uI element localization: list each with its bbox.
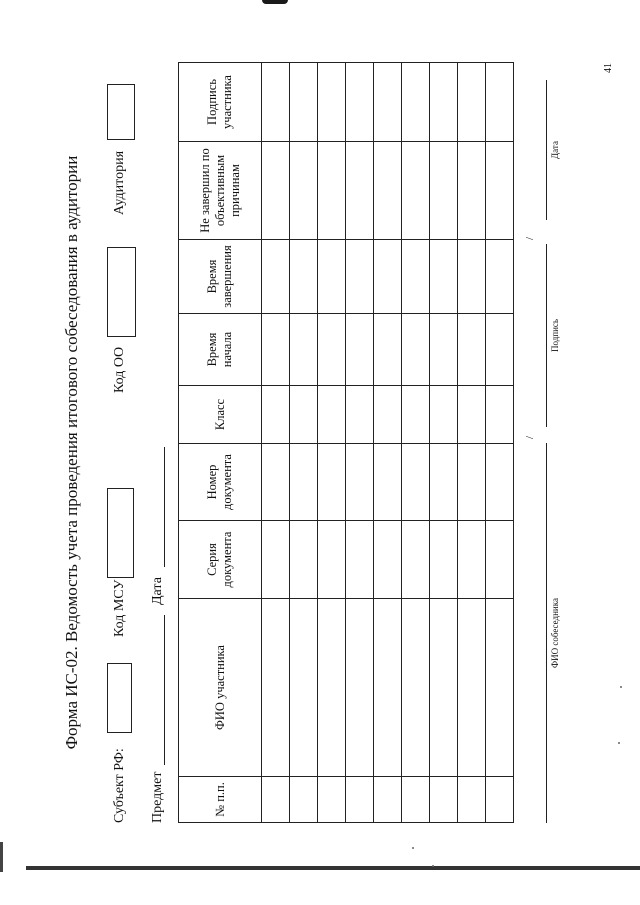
table-cell[interactable] — [290, 599, 318, 777]
table-cell[interactable] — [486, 314, 514, 386]
table-cell[interactable] — [374, 314, 402, 386]
header-cell-number: № п.п. — [179, 777, 262, 823]
table-cell[interactable] — [290, 142, 318, 240]
table-cell[interactable] — [318, 521, 346, 599]
table-cell[interactable] — [262, 63, 290, 142]
table-cell[interactable] — [458, 444, 486, 521]
table-cell[interactable] — [262, 521, 290, 599]
table-cell[interactable] — [346, 777, 374, 823]
table-cell[interactable] — [486, 777, 514, 823]
table-row — [458, 63, 486, 823]
table-cell[interactable] — [402, 521, 430, 599]
table-cell[interactable] — [402, 444, 430, 521]
table-cell[interactable] — [318, 386, 346, 444]
table-cell[interactable] — [374, 777, 402, 823]
signature-caption: Подпись — [550, 318, 560, 353]
table-cell[interactable] — [430, 386, 458, 444]
table-cell[interactable] — [290, 444, 318, 521]
header-cell-class: Класс — [179, 386, 262, 444]
header-cell-not-finished: Не завершил по объективным причинам — [179, 142, 262, 240]
table-cell[interactable] — [402, 240, 430, 314]
table-cell[interactable] — [262, 240, 290, 314]
table-cell[interactable] — [346, 314, 374, 386]
subject-rf-label: Субъект РФ: — [112, 748, 127, 823]
table-row — [346, 63, 374, 823]
page-number: 41 — [603, 63, 614, 73]
table-row — [262, 63, 290, 823]
table-cell[interactable] — [290, 521, 318, 599]
table-cell[interactable] — [262, 314, 290, 386]
code-oo-field[interactable] — [107, 247, 136, 337]
table-cell[interactable] — [290, 63, 318, 142]
table-cell[interactable] — [486, 142, 514, 240]
fio-line[interactable] — [546, 443, 547, 823]
header-cell-doc-series: Серия документа — [179, 521, 262, 599]
code-msu-field[interactable] — [107, 488, 134, 578]
table-cell[interactable] — [486, 240, 514, 314]
header-cell-end-time: Время завершения — [179, 240, 262, 314]
table-cell[interactable] — [318, 142, 346, 240]
table-cell[interactable] — [374, 521, 402, 599]
date-caption: Дата — [550, 141, 560, 159]
table-cell[interactable] — [486, 63, 514, 142]
table-cell[interactable] — [374, 240, 402, 314]
table-cell[interactable] — [346, 63, 374, 142]
table-row — [486, 63, 514, 823]
table-cell[interactable] — [318, 240, 346, 314]
table-cell[interactable] — [486, 444, 514, 521]
table-cell[interactable] — [430, 142, 458, 240]
separator-slash: / — [524, 236, 536, 240]
table-cell[interactable] — [346, 521, 374, 599]
table-cell[interactable] — [346, 240, 374, 314]
table-cell[interactable] — [262, 777, 290, 823]
table-cell[interactable] — [318, 777, 346, 823]
table-cell[interactable] — [430, 314, 458, 386]
table-cell[interactable] — [318, 444, 346, 521]
signature-line[interactable] — [546, 244, 547, 427]
table-cell[interactable] — [290, 240, 318, 314]
table-cell[interactable] — [402, 142, 430, 240]
table-cell[interactable] — [374, 386, 402, 444]
table-cell[interactable] — [430, 63, 458, 142]
table-cell[interactable] — [262, 599, 290, 777]
table-cell[interactable] — [458, 63, 486, 142]
table-cell[interactable] — [262, 444, 290, 521]
table-cell[interactable] — [430, 240, 458, 314]
date-sign-line[interactable] — [546, 80, 547, 220]
predmet-label: Предмет — [150, 771, 165, 823]
subject-rf-field[interactable] — [107, 663, 132, 733]
form-title: Форма ИС-02. Ведомость учета проведения итогового собеседования в аудитории — [62, 155, 81, 750]
date-label: Дата — [150, 577, 165, 605]
header-cell-signature: Подпись участника — [179, 63, 262, 142]
table-cell[interactable] — [486, 521, 514, 599]
table-cell[interactable] — [374, 444, 402, 521]
table-cell[interactable] — [290, 777, 318, 823]
separator-slash: / — [524, 435, 536, 439]
table-cell[interactable] — [262, 386, 290, 444]
table-row — [402, 63, 430, 823]
table-cell[interactable] — [458, 777, 486, 823]
table-cell[interactable] — [458, 521, 486, 599]
table-cell[interactable] — [346, 142, 374, 240]
table-row — [290, 63, 318, 823]
table-row — [430, 63, 458, 823]
table-row — [318, 63, 346, 823]
table-cell[interactable] — [402, 63, 430, 142]
table-cell[interactable] — [374, 599, 402, 777]
table-cell[interactable] — [318, 314, 346, 386]
table-cell[interactable] — [402, 386, 430, 444]
table-cell[interactable] — [458, 314, 486, 386]
auditorium-label: Аудитория — [112, 150, 127, 215]
table-cell[interactable] — [290, 386, 318, 444]
table-cell[interactable] — [458, 142, 486, 240]
table-cell[interactable] — [346, 386, 374, 444]
table-cell[interactable] — [430, 599, 458, 777]
code-oo-label: Код ОО — [112, 346, 127, 393]
header-cell-start-time: Время начала — [179, 314, 262, 386]
table-cell[interactable] — [402, 314, 430, 386]
table-header-row — [179, 63, 262, 823]
table-cell[interactable] — [430, 444, 458, 521]
table-cell[interactable] — [346, 444, 374, 521]
table-cell[interactable] — [458, 599, 486, 777]
table-cell[interactable] — [430, 521, 458, 599]
date-line[interactable] — [164, 447, 165, 567]
table-cell[interactable] — [262, 142, 290, 240]
table-cell[interactable] — [346, 599, 374, 777]
participants-table — [178, 62, 514, 823]
table-cell[interactable] — [374, 142, 402, 240]
table-cell[interactable] — [318, 63, 346, 142]
table-cell[interactable] — [290, 314, 318, 386]
table-cell[interactable] — [402, 599, 430, 777]
table-cell[interactable] — [374, 63, 402, 142]
predmet-line[interactable] — [164, 615, 165, 765]
table-cell[interactable] — [458, 240, 486, 314]
fio-caption: ФИО собеседника — [550, 598, 560, 668]
table-cell[interactable] — [430, 777, 458, 823]
table-cell[interactable] — [486, 386, 514, 444]
code-msu-label: Код МСУ — [112, 579, 127, 637]
header-cell-doc-number: Номер документа — [179, 444, 262, 521]
header-cell-fio: ФИО участника — [179, 599, 262, 777]
table-cell[interactable] — [486, 599, 514, 777]
table-cell[interactable] — [318, 599, 346, 777]
table-cell[interactable] — [402, 777, 430, 823]
auditorium-field[interactable] — [107, 84, 135, 140]
table-cell[interactable] — [458, 386, 486, 444]
table-row — [374, 63, 402, 823]
